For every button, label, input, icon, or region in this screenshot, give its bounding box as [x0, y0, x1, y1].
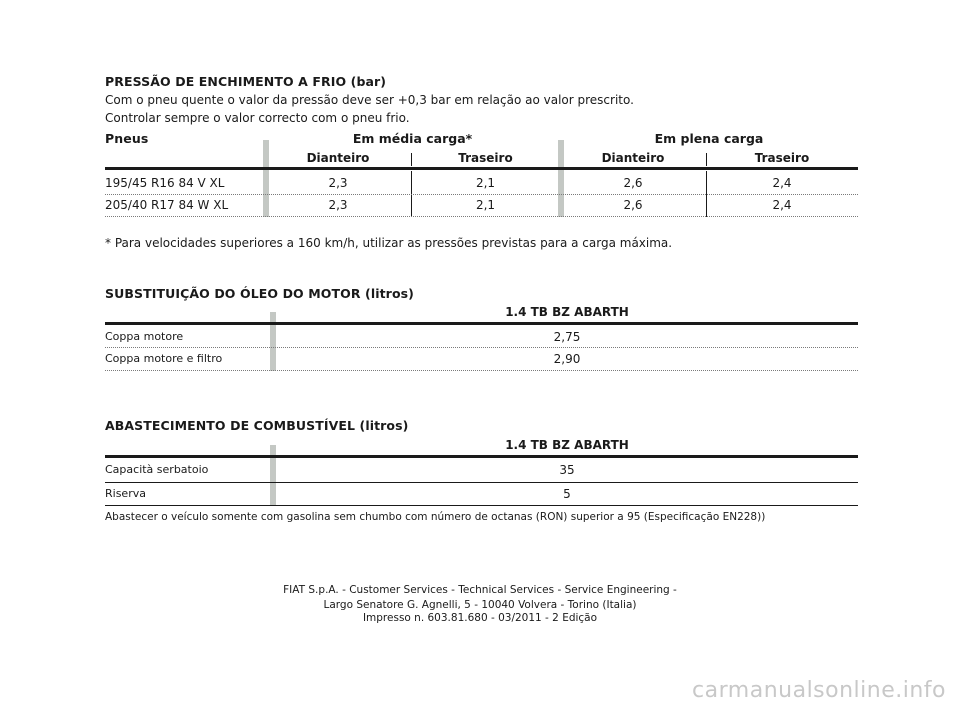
tire-pressure-footnote: * Para velocidades superiores a 160 km/h, utilizar as pressões previstas para a carga máxima.	[105, 236, 673, 250]
tire-size-cell: 205/40 R17 84 W XL	[105, 198, 229, 212]
pressure-cell: 2,4	[772, 198, 792, 212]
group-header-medium-load: Em média carga*	[352, 131, 473, 146]
tire-pressure-note-cold: Controlar sempre o valor correcto com o pneu frio.	[105, 111, 410, 125]
oil-row-label: Coppa motore	[105, 330, 184, 343]
pressure-cell: 2,1	[475, 176, 496, 190]
table-header-rule	[105, 455, 858, 458]
table-header-rule	[105, 322, 858, 325]
row-rule	[105, 370, 858, 371]
oil-section-title: SUBSTITUIÇÃO DO ÓLEO DO MOTOR (litros)	[105, 286, 414, 301]
row-rule	[105, 482, 858, 483]
footer-line-2: Largo Senatore G. Agnelli, 5 - 10040 Volvera - Torino (Italia)	[323, 599, 637, 611]
row-rule	[105, 347, 858, 348]
row-rule	[105, 194, 858, 195]
oil-row-label: Coppa motore e filtro	[105, 352, 223, 365]
footer-line-3: Impresso n. 603.81.680 - 03/2011 - 2 Edição	[362, 612, 598, 624]
fuel-row-value: 5	[563, 487, 571, 501]
tire-size-cell: 195/45 R16 84 V XL	[105, 176, 225, 190]
subcolumn-rule	[411, 153, 412, 166]
pressure-cell: 2,1	[475, 198, 496, 212]
fuel-note: Abastecer o veículo somente com gasolina sem chumbo com número de octanas (RON) superior a 95 (Especificação EN228))	[105, 511, 766, 523]
row-rule	[105, 505, 858, 506]
subheader-medium-front: Dianteiro	[306, 151, 370, 165]
fuel-section-title: ABASTECIMENTO DE COMBUSTÍVEL (litros)	[105, 418, 409, 433]
watermark: carmanualsonline.info	[692, 678, 946, 703]
subheader-medium-rear: Traseiro	[458, 151, 513, 165]
row-rule	[105, 216, 858, 217]
col-header-pneus: Pneus	[105, 131, 149, 146]
oil-row-value: 2,75	[553, 330, 581, 344]
fuel-row-label: Riserva	[105, 487, 146, 500]
pressure-cell: 2,4	[772, 176, 792, 190]
tire-pressure-note-hot: Com o pneu quente o valor da pressão deve ser +0,3 bar em relação ao valor prescrito.	[105, 93, 634, 107]
table-header-rule	[105, 167, 858, 170]
pressure-cell: 2,6	[623, 176, 643, 190]
subheader-full-rear: Traseiro	[754, 151, 810, 165]
subcolumn-rule	[706, 153, 707, 166]
oil-row-value: 2,90	[553, 352, 581, 366]
oil-column-header: 1.4 TB BZ ABARTH	[505, 305, 629, 319]
fuel-column-header: 1.4 TB BZ ABARTH	[505, 438, 629, 452]
pressure-cell: 2,6	[623, 198, 643, 212]
subheader-full-front: Dianteiro	[601, 151, 665, 165]
fuel-row-label: Capacità serbatoio	[105, 463, 209, 476]
pressure-cell: 2,3	[328, 198, 348, 212]
tire-pressure-title: PRESSÃO DE ENCHIMENTO A FRIO (bar)	[105, 74, 387, 89]
footer-line-1: FIAT S.p.A. - Customer Services - Technical Services - Service Engineering -	[283, 584, 677, 596]
pressure-cell: 2,3	[328, 176, 348, 190]
group-header-full-load: Em plena carga	[654, 131, 764, 146]
fuel-row-value: 35	[559, 463, 575, 477]
